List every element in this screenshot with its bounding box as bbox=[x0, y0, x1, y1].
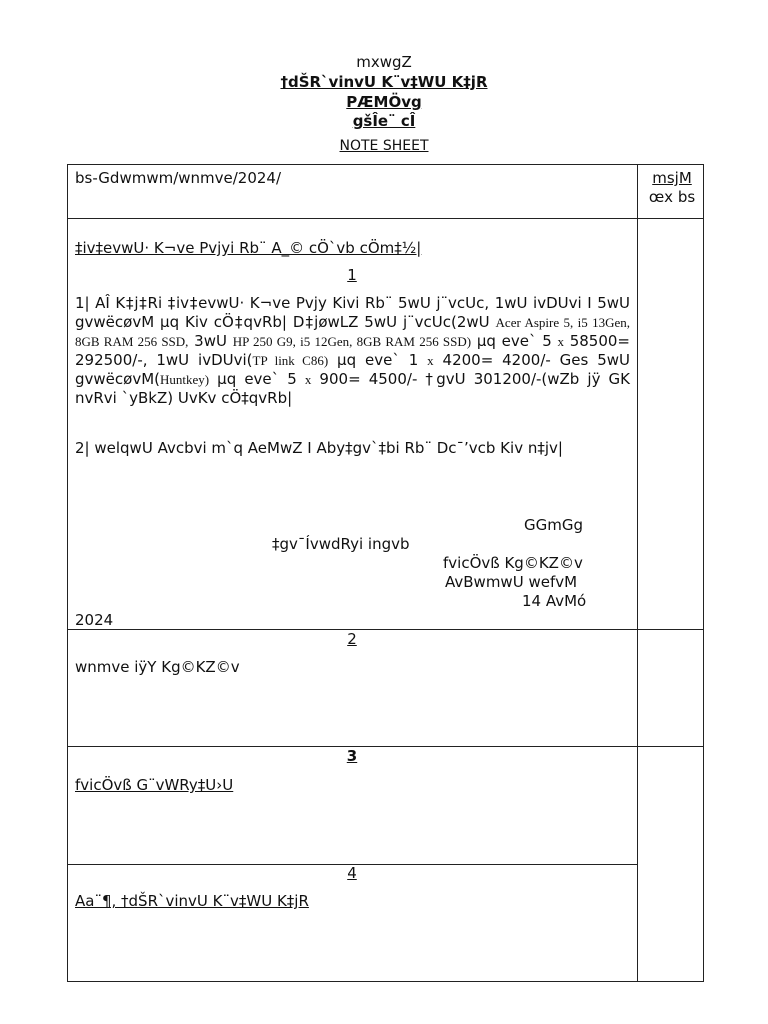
section-3-number: 3 bbox=[346, 747, 358, 765]
section-4-number: 4 bbox=[347, 864, 357, 882]
signatory-department: AvBwmwU wefvM bbox=[445, 573, 578, 591]
section-4-text: Aa¨¶, †dŠR`vinvU K¨v‡WU K‡jR bbox=[75, 892, 309, 910]
file-number: bs-Gdwmwm/wnmve/2024/ bbox=[75, 169, 282, 187]
note-sheet-title: NOTE SHEET bbox=[339, 138, 429, 154]
org-line-1: mxwgZ bbox=[356, 53, 412, 71]
signature-date-day: 14 AvMó bbox=[522, 592, 587, 610]
header-row-divider bbox=[67, 218, 704, 219]
paragraph-2: 2| welqwU Avcbvi m`q AeMwZ I Aby‡gv`‡bi Rb¨ Dc¯’vcb Kiv n‡jv| bbox=[75, 439, 563, 457]
signature-date-year: 2024 bbox=[75, 611, 114, 629]
note-table bbox=[67, 164, 704, 982]
signature-initials: GGmGg bbox=[524, 516, 584, 534]
section-3-text: fvicÖvß G¨vWRy‡U›U bbox=[75, 776, 234, 794]
col-header-line2: œx bs bbox=[648, 188, 696, 206]
section-1-number: 1 bbox=[347, 266, 357, 284]
section-2-text: wnmve iÿY Kg©KZ©v bbox=[75, 658, 240, 676]
col-header-line1: msjM bbox=[652, 169, 692, 187]
subject-title: ‡iv‡evwU· K¬ve Pvjyi Rb¨ A_© cÖ`vb cÖm‡½| bbox=[75, 239, 422, 257]
college-location: PÆMÖvg bbox=[346, 93, 422, 111]
signatory-designation: fvicÖvß Kg©KZ©v bbox=[443, 554, 583, 572]
column-divider bbox=[637, 164, 638, 982]
college-name: †dŠR`vinvU K¨v‡WU K‡jR bbox=[280, 73, 488, 91]
document-type: gšÎe¨ cÎ bbox=[352, 112, 416, 130]
signatory-left-name: ‡gv¯ÍvwdRyi ingvb bbox=[272, 535, 410, 553]
paragraph-1: 1| AÎ K‡j‡Ri ‡iv‡evwU· K¬ve Pvjy Kivi Rb¨ 5wU j¨vcUc, 1wU ivDUvi I 5wU gvwëcøvM µq Kiv cÖ‡qvRb| D‡jøwLZ 5wU j¨vcUc(2wU Acer Aspire 5, i5 13Gen, 8GB RAM 256 SSD, 3wU HP 250 G9, i5 12Gen, 8GB RAM 256 SSD) µq eve` 5 x 58500= 292500/-, 1wU ivDUvi(TP link C86) µq eve` 1 x 4200= 4200/- Ges 5wU gvwëcøvM(Huntkey) µq eve` 5 x 900= 4500/- †gvU 301200/-(wZb jÿ GK nvRvi `yBkZ) UvKv cÖ‡qvRb| bbox=[75, 294, 631, 407]
section-2-number: 2 bbox=[347, 630, 357, 648]
